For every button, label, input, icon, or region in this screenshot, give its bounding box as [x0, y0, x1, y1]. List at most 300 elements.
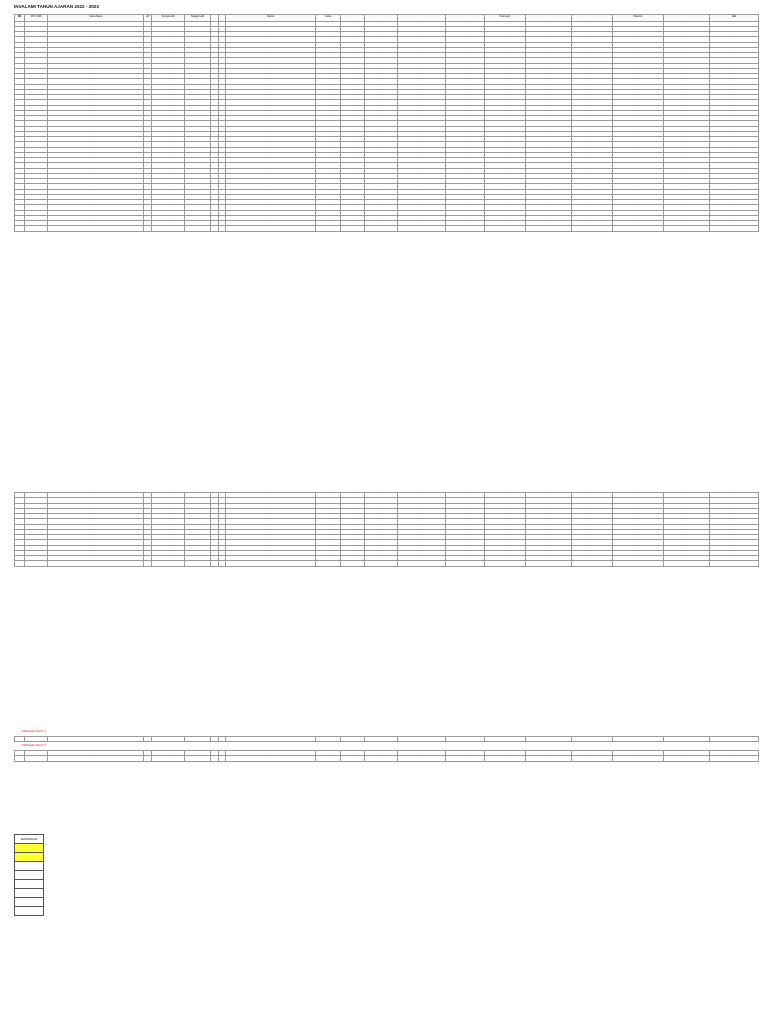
- data-cell: ·: [484, 84, 525, 89]
- data-cell: ·: [185, 74, 211, 79]
- data-cell: ·: [710, 215, 759, 220]
- data-cell: ·: [664, 152, 710, 157]
- data-cell: ·: [397, 110, 446, 115]
- header-ibu: Data Ibu: [612, 15, 663, 22]
- data-cell: ·: [226, 173, 316, 178]
- data-cell: ·: [612, 189, 663, 194]
- data-cell: ·: [397, 751, 446, 756]
- data-cell: ·: [185, 89, 211, 94]
- data-cell: ·: [484, 116, 525, 121]
- data-cell: ·: [484, 37, 525, 42]
- data-cell: ·: [484, 105, 525, 110]
- data-cell: ·: [710, 32, 759, 37]
- data-cell: ·: [710, 37, 759, 42]
- data-cell: ·: [315, 116, 341, 121]
- data-cell: ·: [48, 100, 144, 105]
- data-cell: ·: [185, 68, 211, 73]
- data-cell: ·: [226, 545, 316, 550]
- data-cell: ·: [484, 215, 525, 220]
- data-cell: ·: [571, 168, 612, 173]
- data-cell: ·: [151, 121, 184, 126]
- data-cell: ·: [664, 514, 710, 519]
- data-cell: ·: [315, 756, 341, 761]
- data-cell: ·: [484, 221, 525, 226]
- data-cell: ·: [364, 215, 397, 220]
- data-cell: ·: [484, 550, 525, 555]
- data-cell: ·: [710, 168, 759, 173]
- data-cell: ·: [226, 751, 316, 756]
- data-cell: ·: [151, 168, 184, 173]
- data-cell: ·: [226, 205, 316, 210]
- row-number-cell: ·: [15, 540, 25, 545]
- data-cell: ·: [151, 137, 184, 142]
- row-number-cell: ·: [15, 100, 25, 105]
- data-cell: ·: [25, 535, 48, 540]
- data-cell: ·: [315, 42, 341, 47]
- row-number-cell: ·: [15, 152, 25, 157]
- data-cell: ·: [664, 100, 710, 105]
- row-number-cell: ·: [15, 503, 25, 508]
- data-cell: ·: [315, 556, 341, 561]
- data-cell: ·: [226, 200, 316, 205]
- data-cell: ·: [226, 32, 316, 37]
- data-cell: ·: [446, 173, 484, 178]
- data-cell: ·: [185, 121, 211, 126]
- data-cell: ·: [218, 184, 226, 189]
- data-cell: ·: [315, 540, 341, 545]
- data-cell: ·: [612, 95, 663, 100]
- data-cell: ·: [525, 529, 571, 534]
- data-cell: ·: [25, 184, 48, 189]
- data-cell: ·: [484, 68, 525, 73]
- data-cell: ·: [364, 168, 397, 173]
- header-lp: L/P: [144, 15, 152, 22]
- data-cell: ·: [218, 545, 226, 550]
- data-cell: ·: [25, 514, 48, 519]
- data-cell: ·: [446, 508, 484, 513]
- data-cell: ·: [218, 89, 226, 94]
- data-cell: ·: [484, 498, 525, 503]
- data-cell: ·: [315, 95, 341, 100]
- data-cell: ·: [341, 194, 364, 199]
- data-cell: ·: [210, 205, 218, 210]
- legend-blank: [15, 862, 44, 871]
- data-cell: ·: [397, 37, 446, 42]
- data-cell: ·: [710, 79, 759, 84]
- data-cell: ·: [185, 168, 211, 173]
- data-cell: ·: [612, 26, 663, 31]
- data-cell: ·: [151, 152, 184, 157]
- data-cell: ·: [315, 184, 341, 189]
- data-cell: ·: [210, 63, 218, 68]
- data-cell: ·: [364, 84, 397, 89]
- data-cell: ·: [341, 105, 364, 110]
- data-cell: ·: [397, 142, 446, 147]
- data-cell: ·: [571, 105, 612, 110]
- data-cell: ·: [571, 68, 612, 73]
- data-cell: ·: [612, 152, 663, 157]
- data-cell: ·: [364, 550, 397, 555]
- data-cell: ·: [48, 37, 144, 42]
- data-cell: ·: [612, 503, 663, 508]
- data-cell: ·: [48, 556, 144, 561]
- data-cell: ·: [446, 168, 484, 173]
- data-cell: ·: [397, 163, 446, 168]
- data-cell: ·: [315, 215, 341, 220]
- data-cell: ·: [484, 47, 525, 52]
- data-cell: ·: [185, 79, 211, 84]
- data-cell: ·: [612, 498, 663, 503]
- data-cell: ·: [218, 58, 226, 63]
- data-cell: ·: [341, 68, 364, 73]
- data-cell: ·: [185, 194, 211, 199]
- data-cell: ·: [397, 226, 446, 231]
- data-cell: ·: [525, 550, 571, 555]
- data-cell: ·: [571, 121, 612, 126]
- data-cell: ·: [210, 194, 218, 199]
- data-cell: ·: [226, 508, 316, 513]
- data-cell: ·: [612, 540, 663, 545]
- data-cell: ·: [144, 53, 152, 58]
- row-number-cell: ·: [15, 535, 25, 540]
- row-number-cell: ·: [15, 74, 25, 79]
- data-cell: ·: [710, 26, 759, 31]
- data-cell: ·: [571, 221, 612, 226]
- data-cell: ·: [210, 221, 218, 226]
- data-cell: ·: [218, 116, 226, 121]
- data-cell: ·: [364, 147, 397, 152]
- data-cell: ·: [571, 529, 612, 534]
- data-cell: ·: [218, 47, 226, 52]
- data-cell: ·: [446, 493, 484, 498]
- data-cell: ·: [446, 545, 484, 550]
- row-number-cell: ·: [15, 545, 25, 550]
- row-number-cell: ·: [15, 194, 25, 199]
- data-cell: ·: [218, 189, 226, 194]
- data-cell: ·: [25, 47, 48, 52]
- data-cell: ·: [218, 529, 226, 534]
- row-number-cell: ·: [15, 173, 25, 178]
- data-cell: ·: [397, 514, 446, 519]
- row-number-cell: ·: [15, 131, 25, 136]
- data-cell: ·: [664, 508, 710, 513]
- data-cell: ·: [144, 47, 152, 52]
- data-cell: ·: [612, 737, 663, 742]
- data-cell: ·: [364, 37, 397, 42]
- data-cell: ·: [612, 158, 663, 163]
- header-wali: Wali: [710, 15, 759, 22]
- data-cell: ·: [185, 205, 211, 210]
- data-cell: ·: [48, 756, 144, 761]
- data-cell: ·: [341, 200, 364, 205]
- data-cell: ·: [484, 110, 525, 115]
- data-cell: ·: [210, 514, 218, 519]
- header-ayah: Data Ayah: [484, 15, 525, 22]
- data-cell: ·: [315, 524, 341, 529]
- data-cell: ·: [484, 200, 525, 205]
- data-cell: ·: [664, 503, 710, 508]
- row-number-cell: ·: [15, 163, 25, 168]
- data-cell: ·: [710, 158, 759, 163]
- data-cell: ·: [571, 210, 612, 215]
- data-cell: ·: [48, 751, 144, 756]
- row-number-cell: ·: [15, 121, 25, 126]
- data-cell: ·: [144, 226, 152, 231]
- data-cell: ·: [185, 556, 211, 561]
- data-cell: ·: [484, 508, 525, 513]
- data-cell: ·: [185, 550, 211, 555]
- data-cell: ·: [151, 200, 184, 205]
- data-cell: ·: [664, 556, 710, 561]
- data-cell: ·: [48, 226, 144, 231]
- data-cell: ·: [341, 756, 364, 761]
- data-cell: ·: [710, 53, 759, 58]
- data-cell: ·: [664, 142, 710, 147]
- data-cell: ·: [664, 189, 710, 194]
- data-cell: ·: [341, 189, 364, 194]
- data-cell: ·: [446, 737, 484, 742]
- data-cell: ·: [710, 105, 759, 110]
- data-cell: ·: [525, 535, 571, 540]
- data-cell: ·: [185, 147, 211, 152]
- data-cell: ·: [226, 179, 316, 184]
- data-cell: ·: [525, 508, 571, 513]
- data-cell: ·: [226, 756, 316, 761]
- data-cell: ·: [446, 126, 484, 131]
- data-cell: ·: [341, 215, 364, 220]
- data-cell: ·: [364, 32, 397, 37]
- data-cell: ·: [446, 68, 484, 73]
- data-cell: ·: [144, 508, 152, 513]
- data-cell: ·: [664, 32, 710, 37]
- data-cell: ·: [397, 561, 446, 566]
- data-cell: ·: [612, 545, 663, 550]
- data-cell: ·: [144, 529, 152, 534]
- data-cell: ·: [218, 173, 226, 178]
- data-cell: ·: [185, 63, 211, 68]
- data-cell: ·: [210, 100, 218, 105]
- data-cell: ·: [571, 184, 612, 189]
- data-cell: ·: [571, 63, 612, 68]
- data-cell: ·: [710, 751, 759, 756]
- data-cell: ·: [364, 493, 397, 498]
- data-cell: ·: [446, 529, 484, 534]
- data-cell: ·: [151, 508, 184, 513]
- data-cell: ·: [364, 524, 397, 529]
- data-cell: ·: [341, 535, 364, 540]
- data-cell: ·: [664, 205, 710, 210]
- data-cell: ·: [48, 163, 144, 168]
- data-cell: ·: [218, 215, 226, 220]
- data-cell: ·: [144, 26, 152, 31]
- data-cell: ·: [151, 503, 184, 508]
- data-cell: ·: [571, 737, 612, 742]
- data-cell: ·: [151, 63, 184, 68]
- data-cell: ·: [612, 74, 663, 79]
- data-cell: ·: [664, 79, 710, 84]
- data-cell: ·: [341, 540, 364, 545]
- data-cell: ·: [484, 561, 525, 566]
- data-cell: ·: [484, 173, 525, 178]
- data-cell: ·: [525, 74, 571, 79]
- data-cell: ·: [446, 519, 484, 524]
- row-number-cell: ·: [15, 126, 25, 131]
- data-cell: ·: [710, 95, 759, 100]
- data-cell: ·: [710, 142, 759, 147]
- data-cell: ·: [226, 116, 316, 121]
- data-cell: ·: [48, 58, 144, 63]
- data-cell: ·: [397, 200, 446, 205]
- data-cell: ·: [710, 545, 759, 550]
- data-cell: ·: [484, 89, 525, 94]
- data-cell: ·: [446, 79, 484, 84]
- data-cell: ·: [710, 68, 759, 73]
- data-cell: ·: [446, 514, 484, 519]
- data-cell: ·: [525, 84, 571, 89]
- data-cell: ·: [25, 147, 48, 152]
- data-cell: ·: [25, 152, 48, 157]
- data-cell: ·: [484, 142, 525, 147]
- data-cell: ·: [218, 79, 226, 84]
- data-cell: ·: [364, 173, 397, 178]
- data-cell: ·: [25, 131, 48, 136]
- data-cell: ·: [484, 540, 525, 545]
- data-cell: ·: [210, 751, 218, 756]
- data-cell: ·: [364, 110, 397, 115]
- data-cell: ·: [48, 42, 144, 47]
- data-cell: ·: [144, 189, 152, 194]
- data-cell: ·: [151, 84, 184, 89]
- data-cell: ·: [484, 189, 525, 194]
- data-cell: ·: [446, 37, 484, 42]
- data-cell: ·: [226, 737, 316, 742]
- data-cell: ·: [710, 498, 759, 503]
- data-cell: ·: [364, 189, 397, 194]
- data-cell: ·: [25, 37, 48, 42]
- data-cell: ·: [525, 751, 571, 756]
- data-cell: ·: [341, 42, 364, 47]
- data-cell: ·: [210, 37, 218, 42]
- data-cell: ·: [364, 540, 397, 545]
- data-cell: ·: [612, 184, 663, 189]
- data-cell: ·: [612, 226, 663, 231]
- data-cell: ·: [151, 89, 184, 94]
- data-cell: ·: [710, 152, 759, 157]
- data-cell: ·: [210, 550, 218, 555]
- data-cell: ·: [525, 116, 571, 121]
- data-cell: ·: [144, 121, 152, 126]
- data-cell: ·: [315, 74, 341, 79]
- data-cell: ·: [185, 58, 211, 63]
- data-cell: ·: [218, 200, 226, 205]
- data-cell: ·: [664, 137, 710, 142]
- data-cell: ·: [48, 110, 144, 115]
- data-cell: ·: [151, 545, 184, 550]
- data-cell: ·: [484, 751, 525, 756]
- data-cell: ·: [664, 561, 710, 566]
- data-cell: ·: [185, 210, 211, 215]
- data-cell: ·: [612, 79, 663, 84]
- data-cell: ·: [612, 63, 663, 68]
- data-cell: ·: [48, 540, 144, 545]
- data-cell: ·: [315, 142, 341, 147]
- data-cell: ·: [571, 79, 612, 84]
- data-cell: ·: [48, 63, 144, 68]
- data-cell: ·: [397, 89, 446, 94]
- data-cell: ·: [612, 205, 663, 210]
- data-cell: ·: [218, 68, 226, 73]
- data-cell: ·: [664, 215, 710, 220]
- data-cell: ·: [525, 168, 571, 173]
- data-cell: ·: [151, 540, 184, 545]
- data-cell: ·: [218, 514, 226, 519]
- data-cell: ·: [664, 58, 710, 63]
- data-cell: ·: [397, 26, 446, 31]
- header-tanggal: Tanggal Lahir: [185, 15, 211, 22]
- data-cell: ·: [185, 21, 211, 26]
- data-cell: ·: [218, 540, 226, 545]
- data-cell: ·: [226, 514, 316, 519]
- data-cell: ·: [210, 68, 218, 73]
- data-cell: ·: [315, 100, 341, 105]
- data-cell: ·: [185, 37, 211, 42]
- data-cell: ·: [571, 514, 612, 519]
- data-cell: ·: [185, 184, 211, 189]
- row-number-cell: ·: [15, 737, 25, 742]
- data-cell: ·: [226, 226, 316, 231]
- data-cell: ·: [144, 37, 152, 42]
- data-cell: ·: [151, 173, 184, 178]
- data-cell: ·: [612, 21, 663, 26]
- data-cell: ·: [341, 89, 364, 94]
- data-cell: ·: [315, 200, 341, 205]
- data-cell: ·: [341, 550, 364, 555]
- data-cell: ·: [25, 226, 48, 231]
- data-cell: ·: [151, 535, 184, 540]
- data-cell: ·: [315, 503, 341, 508]
- data-cell: ·: [144, 550, 152, 555]
- data-cell: ·: [710, 116, 759, 121]
- data-cell: ·: [185, 142, 211, 147]
- data-cell: ·: [571, 58, 612, 63]
- data-cell: ·: [710, 493, 759, 498]
- data-cell: ·: [144, 137, 152, 142]
- data-cell: ·: [218, 163, 226, 168]
- data-cell: ·: [341, 184, 364, 189]
- data-cell: ·: [525, 158, 571, 163]
- data-cell: ·: [446, 89, 484, 94]
- data-cell: ·: [226, 519, 316, 524]
- data-cell: ·: [151, 163, 184, 168]
- data-cell: ·: [151, 105, 184, 110]
- data-cell: ·: [341, 737, 364, 742]
- data-cell: ·: [710, 21, 759, 26]
- data-cell: ·: [446, 105, 484, 110]
- data-cell: ·: [571, 756, 612, 761]
- data-cell: ·: [710, 514, 759, 519]
- data-cell: ·: [664, 147, 710, 152]
- data-cell: ·: [571, 194, 612, 199]
- data-cell: ·: [571, 137, 612, 142]
- data-cell: ·: [397, 550, 446, 555]
- data-cell: ·: [364, 131, 397, 136]
- data-cell: ·: [48, 32, 144, 37]
- student-table-secondary: [14, 492, 758, 567]
- data-cell: ·: [151, 158, 184, 163]
- data-cell: ·: [226, 142, 316, 147]
- data-cell: ·: [144, 158, 152, 163]
- data-cell: ·: [210, 158, 218, 163]
